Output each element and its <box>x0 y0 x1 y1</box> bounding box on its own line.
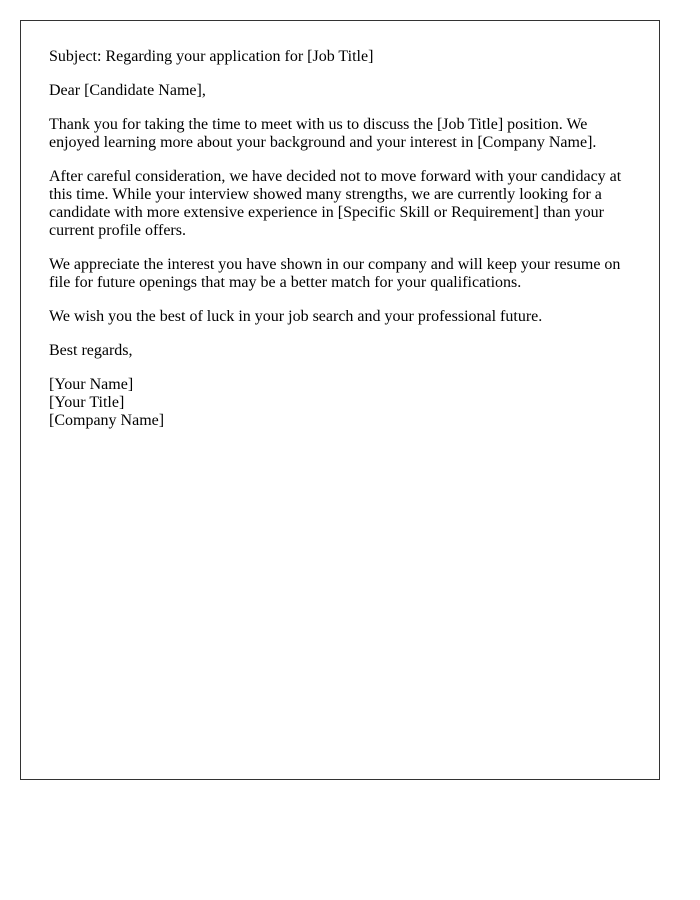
signature-title: [Your Title] <box>49 394 125 411</box>
greeting: Dear [Candidate Name], <box>49 82 206 99</box>
signature-name: [Your Name] <box>49 376 134 393</box>
paragraph-appreciation: We appreciate the interest you have shown in our company and will keep your resume on file for future openings that may be a better match for your qualifications. <box>49 256 621 291</box>
subject-line: Subject: Regarding your application for [Job Title] <box>49 48 374 65</box>
closing: Best regards, <box>49 342 133 359</box>
signature-block <box>49 376 631 430</box>
paragraph-thanks: Thank you for taking the time to meet with us to discuss the [Job Title] position. We enjoyed learning more about your background and your interest in [Company Name]. <box>49 116 597 151</box>
paragraph-decision: After careful consideration, we have decided not to move forward with your candidacy at this time. While your interview showed many strengths, we are currently looking for a candidate with more extensive experience in [Specific Skill or Requirement] than your current profile offers. <box>49 168 622 239</box>
letter-document <box>20 20 660 780</box>
signature-company: [Company Name] <box>49 412 165 429</box>
paragraph-wishes: We wish you the best of luck in your job search and your professional future. <box>49 308 543 325</box>
